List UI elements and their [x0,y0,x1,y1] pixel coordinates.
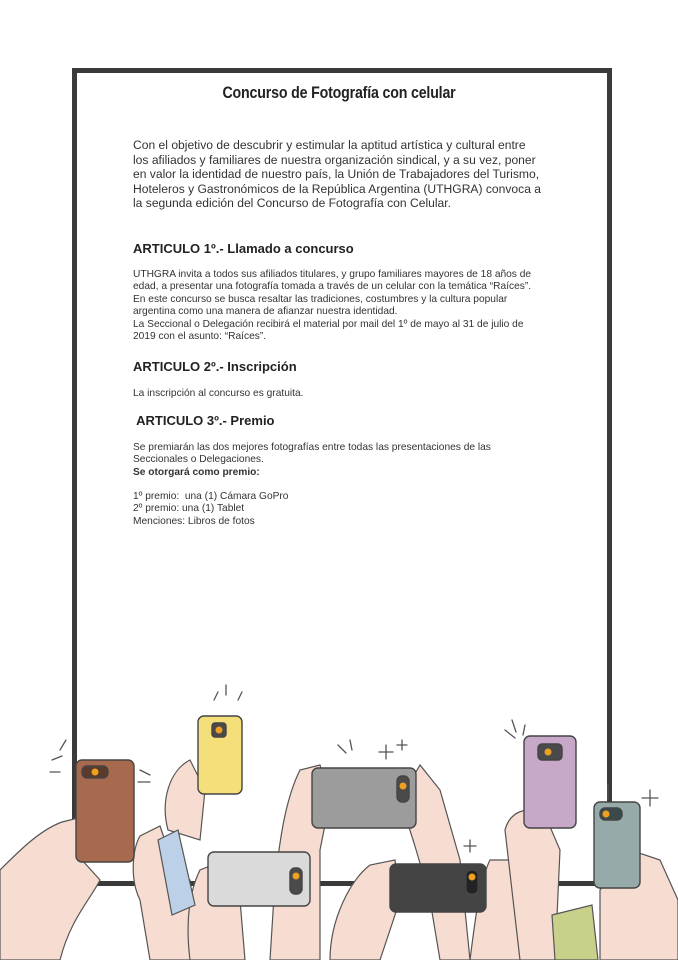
article-1-paragraph-1: UTHGRA invita a todos sus afiliados titulares, y grupo familiares mayores de 18 años de edad, a presentar una fotografía tomada a través de un celular con la temática “Raíces”. [133,268,532,293]
phone-gray [312,768,416,828]
phone-light [208,852,310,906]
phone-purple [524,736,576,828]
article-2-heading: ARTICULO 2º.- Inscripción [133,359,297,375]
article-3-paragraph-2: Se otorgará como premio: [133,466,260,478]
article-1-heading: ARTICULO 1º.- Llamado a concurso [133,240,354,256]
article-2-paragraph-1: La inscripción al concurso es gratuita. [133,388,304,400]
phone-yellow [198,716,242,794]
phone-dark [390,864,486,912]
article-1-paragraph-2: En este concurso se busca resaltar las tradiciones, costumbres y la cultura popular argentina como una manera de afianzar nuestra identidad. [133,293,508,318]
prize-2: 2º premio: una (1) Tablet [133,503,245,515]
article-1-paragraph-3: La Seccional o Delegación recibirá el material por mail del 1º de mayo al 31 de julio de 2019 con el asunto: “Raíces”. [133,318,524,342]
page-title: Concurso de Fotografía con celular [222,84,456,102]
sleeve-green [552,905,598,960]
article-3-heading: ARTICULO 3º.- Premio [133,412,275,428]
intro-paragraph: Con el objetivo de descubrir y estimular la aptitud artística y cultural entre los afiliados y familiares de nuestra organización sindical, y a su vez, poner en valor la identidad de nuestro país, la Unión de Trabajadores del Turismo, Hoteleros y Gastronómicos de la República Argentina (UTHGRA) convoca a la segunda edición del Concurso de Fotografía con Celular. [133,138,542,211]
prize-3: Menciones: Libros de fotos [133,515,255,527]
prize-1: 1º premio: una (1) Cámara GoPro [133,491,289,503]
phone-brown [76,760,134,862]
phone-teal [594,802,640,888]
article-3-paragraph-1: Se premiarán las dos mejores fotografías entre todas las presentaciones de las Seccionales o Delegaciones. [133,441,491,466]
